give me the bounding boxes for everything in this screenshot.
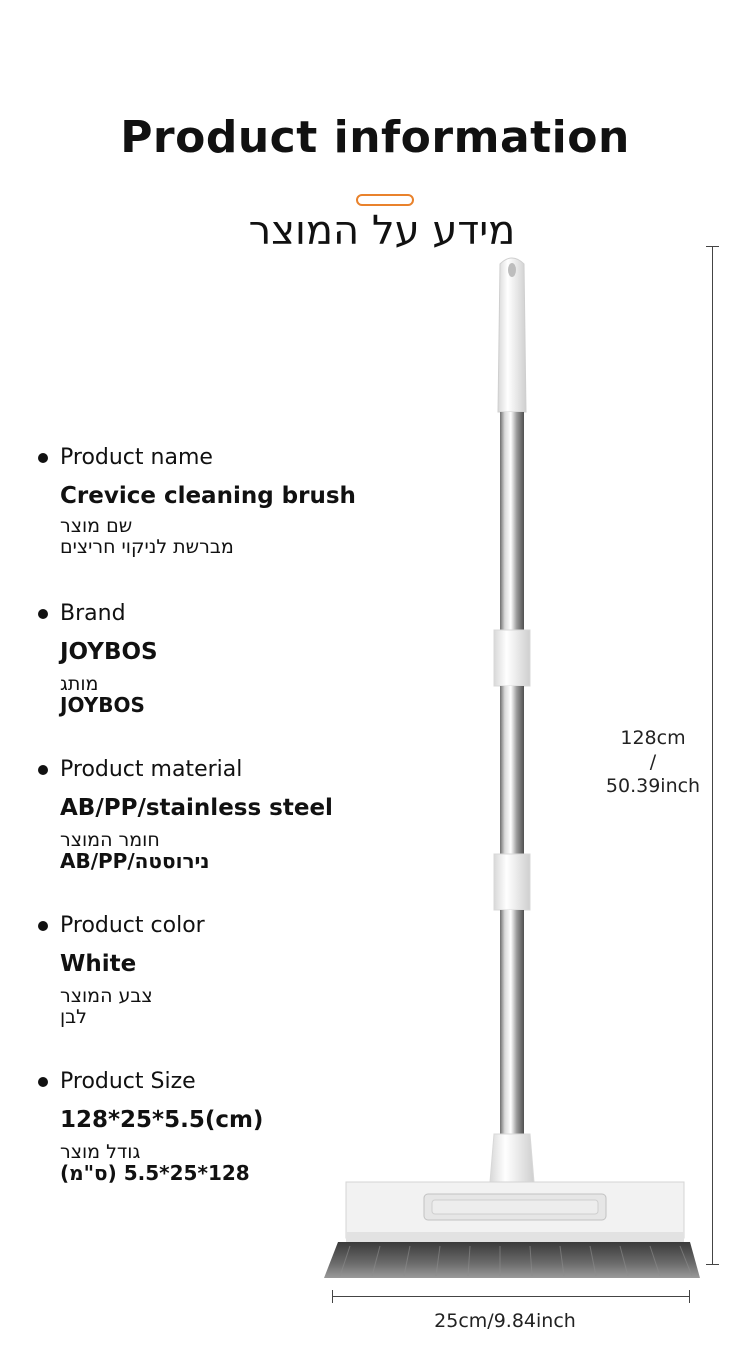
spec-value-he: 128*25*5.5 (ס"מ) <box>60 1161 250 1185</box>
width-dimension-cap-left <box>332 1290 333 1303</box>
height-dimension-label: 128cm / 50.39inch <box>598 726 708 798</box>
spec-label: Product color <box>60 913 205 938</box>
spec-label: Product Size <box>60 1069 196 1094</box>
page-title: Product information <box>120 112 630 163</box>
spec-label-he: צבע המוצר <box>60 985 153 1007</box>
spec-value: White <box>60 951 137 977</box>
spec-value-he: לבן <box>60 1006 87 1028</box>
spec-label: Product name <box>60 445 213 470</box>
width-dimension-cap-right <box>689 1290 690 1303</box>
spec-label: Brand <box>60 601 126 626</box>
height-dimension-line <box>712 246 713 1264</box>
spec-label-he: שם מוצר <box>60 515 133 537</box>
spec-value-he: מברשת לניקוי חריצים <box>60 536 234 558</box>
spec-value-he: AB/PP/נירוסטה <box>60 849 210 873</box>
page-subtitle: מידע על המוצר <box>248 208 516 254</box>
spec-value: JOYBOS <box>60 639 158 665</box>
spec-value: 128*25*5.5(cm) <box>60 1107 264 1133</box>
spec-label-he: גודל מוצר <box>60 1141 141 1163</box>
spec-label-he: מותג <box>60 673 99 695</box>
spec-value-he: JOYBOS <box>60 693 145 717</box>
width-dimension-label: 25cm/9.84inch <box>434 1310 576 1332</box>
spec-label: Product material <box>60 757 243 782</box>
spec-value: AB/PP/stainless steel <box>60 795 333 821</box>
spec-label-he: חומר המוצר <box>60 829 160 851</box>
width-dimension-line <box>332 1296 690 1297</box>
spec-value: Crevice cleaning brush <box>60 483 356 509</box>
height-dimension-cap-bottom <box>706 1264 719 1265</box>
height-dimension-cap-top <box>706 246 719 247</box>
